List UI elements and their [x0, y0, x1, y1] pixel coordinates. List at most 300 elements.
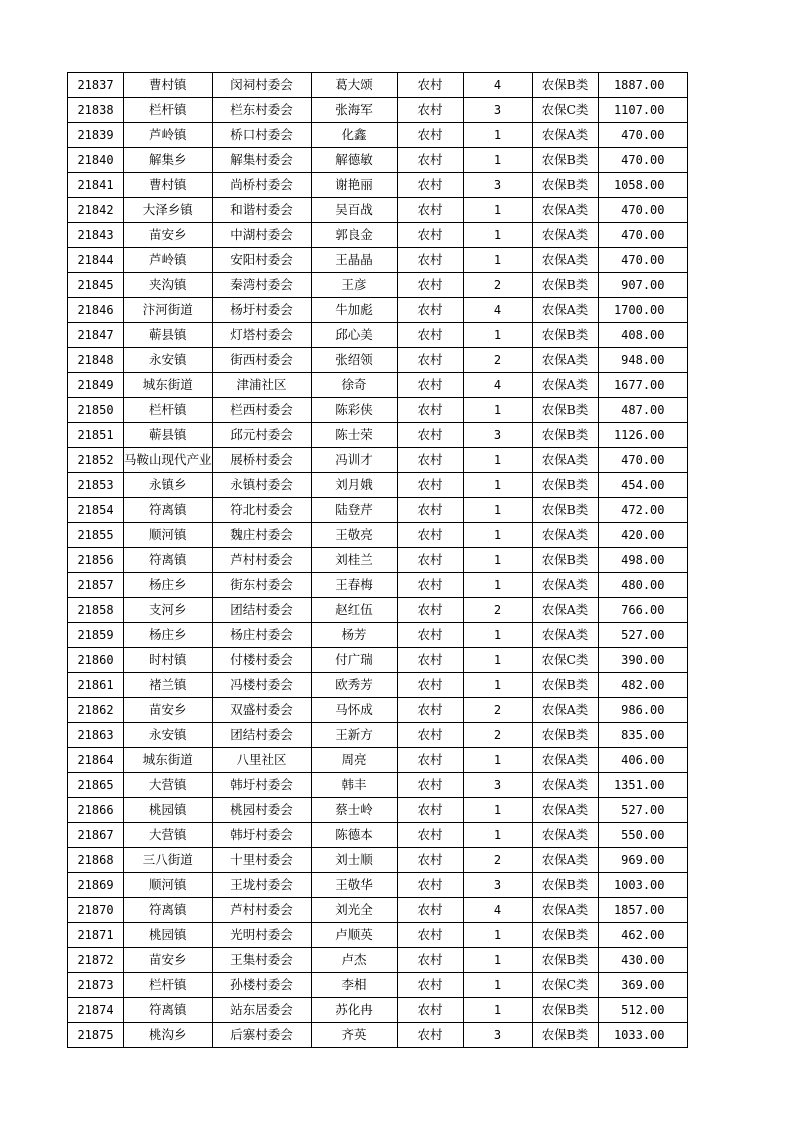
- record-id-cell: 21867: [68, 823, 124, 848]
- area-type-cell: 农村: [397, 998, 463, 1023]
- area-type-cell: 农村: [397, 148, 463, 173]
- insurance-class-cell: 农保B类: [532, 473, 598, 498]
- town-cell: 三八街道: [124, 848, 213, 873]
- record-id-cell: 21837: [68, 73, 124, 98]
- town-cell: 曹村镇: [124, 173, 213, 198]
- table-body: [68, 73, 688, 1048]
- area-type-cell: 农村: [397, 223, 463, 248]
- area-type-cell: 农村: [397, 323, 463, 348]
- name-cell: 韩丰: [311, 773, 397, 798]
- town-cell: 桃园镇: [124, 798, 213, 823]
- area-type-cell: 农村: [397, 448, 463, 473]
- amount-cell: 1857.00: [598, 898, 687, 923]
- village-cell: 安阳村委会: [212, 248, 311, 273]
- household-count-cell: 1: [463, 923, 532, 948]
- area-type-cell: 农村: [397, 598, 463, 623]
- name-cell: 冯训才: [311, 448, 397, 473]
- insurance-class-cell: 农保B类: [532, 423, 598, 448]
- household-count-cell: 1: [463, 648, 532, 673]
- insurance-class-cell: 农保A类: [532, 373, 598, 398]
- town-cell: 褚兰镇: [124, 673, 213, 698]
- insurance-class-cell: 农保A类: [532, 898, 598, 923]
- name-cell: 陈士荣: [311, 423, 397, 448]
- record-id-cell: 21842: [68, 198, 124, 223]
- record-id-cell: 21862: [68, 698, 124, 723]
- record-id-cell: 21853: [68, 473, 124, 498]
- insurance-class-cell: 农保A类: [532, 573, 598, 598]
- record-id-cell: 21850: [68, 398, 124, 423]
- household-count-cell: 2: [463, 348, 532, 373]
- amount-cell: 948.00: [598, 348, 687, 373]
- town-cell: 栏杆镇: [124, 398, 213, 423]
- town-cell: 解集乡: [124, 148, 213, 173]
- household-count-cell: 3: [463, 98, 532, 123]
- town-cell: 桃沟乡: [124, 1023, 213, 1048]
- household-count-cell: 4: [463, 373, 532, 398]
- amount-cell: 472.00: [598, 498, 687, 523]
- table-row: [68, 848, 688, 873]
- area-type-cell: 农村: [397, 723, 463, 748]
- town-cell: 蕲县镇: [124, 423, 213, 448]
- record-id-cell: 21854: [68, 498, 124, 523]
- area-type-cell: 农村: [397, 848, 463, 873]
- name-cell: 马怀成: [311, 698, 397, 723]
- area-type-cell: 农村: [397, 123, 463, 148]
- area-type-cell: 农村: [397, 748, 463, 773]
- town-cell: 杨庄乡: [124, 573, 213, 598]
- town-cell: 大泽乡镇: [124, 198, 213, 223]
- town-cell: 夹沟镇: [124, 273, 213, 298]
- table-row: [68, 348, 688, 373]
- amount-cell: 1351.00: [598, 773, 687, 798]
- insurance-class-cell: 农保A类: [532, 448, 598, 473]
- area-type-cell: 农村: [397, 923, 463, 948]
- household-count-cell: 1: [463, 798, 532, 823]
- village-cell: 展桥村委会: [212, 448, 311, 473]
- household-count-cell: 1: [463, 448, 532, 473]
- town-cell: 苗安乡: [124, 223, 213, 248]
- household-count-cell: 1: [463, 748, 532, 773]
- name-cell: 齐英: [311, 1023, 397, 1048]
- household-count-cell: 1: [463, 573, 532, 598]
- amount-cell: 406.00: [598, 748, 687, 773]
- household-count-cell: 1: [463, 498, 532, 523]
- town-cell: 苗安乡: [124, 948, 213, 973]
- household-count-cell: 1: [463, 998, 532, 1023]
- household-count-cell: 4: [463, 298, 532, 323]
- amount-cell: 1033.00: [598, 1023, 687, 1048]
- household-count-cell: 1: [463, 323, 532, 348]
- name-cell: 赵红伍: [311, 598, 397, 623]
- household-count-cell: 3: [463, 1023, 532, 1048]
- town-cell: 汴河街道: [124, 298, 213, 323]
- town-cell: 栏杆镇: [124, 973, 213, 998]
- town-cell: 永安镇: [124, 723, 213, 748]
- record-id-cell: 21866: [68, 798, 124, 823]
- area-type-cell: 农村: [397, 348, 463, 373]
- table-row: [68, 423, 688, 448]
- village-cell: 光明村委会: [212, 923, 311, 948]
- village-cell: 芦村村委会: [212, 898, 311, 923]
- table-row: [68, 798, 688, 823]
- household-count-cell: 1: [463, 823, 532, 848]
- village-cell: 秦湾村委会: [212, 273, 311, 298]
- village-cell: 站东居委会: [212, 998, 311, 1023]
- name-cell: 李相: [311, 973, 397, 998]
- household-count-cell: 1: [463, 223, 532, 248]
- table-row: [68, 473, 688, 498]
- household-count-cell: 1: [463, 398, 532, 423]
- table-row: [68, 673, 688, 698]
- town-cell: 大营镇: [124, 823, 213, 848]
- area-type-cell: 农村: [397, 973, 463, 998]
- area-type-cell: 农村: [397, 173, 463, 198]
- insurance-class-cell: 农保A类: [532, 523, 598, 548]
- town-cell: 符离镇: [124, 998, 213, 1023]
- village-cell: 和谐村委会: [212, 198, 311, 223]
- record-id-cell: 21874: [68, 998, 124, 1023]
- town-cell: 杨庄乡: [124, 623, 213, 648]
- record-id-cell: 21848: [68, 348, 124, 373]
- insurance-class-cell: 农保A类: [532, 123, 598, 148]
- area-type-cell: 农村: [397, 248, 463, 273]
- town-cell: 蕲县镇: [124, 323, 213, 348]
- insurance-class-cell: 农保B类: [532, 273, 598, 298]
- table-row: [68, 1023, 688, 1048]
- record-id-cell: 21840: [68, 148, 124, 173]
- village-cell: 桥口村委会: [212, 123, 311, 148]
- record-id-cell: 21839: [68, 123, 124, 148]
- area-type-cell: 农村: [397, 798, 463, 823]
- table-row: [68, 398, 688, 423]
- amount-cell: 470.00: [598, 148, 687, 173]
- village-cell: 王集村委会: [212, 948, 311, 973]
- area-type-cell: 农村: [397, 423, 463, 448]
- name-cell: 邱心美: [311, 323, 397, 348]
- table-row: [68, 773, 688, 798]
- area-type-cell: 农村: [397, 373, 463, 398]
- area-type-cell: 农村: [397, 498, 463, 523]
- record-id-cell: 21845: [68, 273, 124, 298]
- record-id-cell: 21865: [68, 773, 124, 798]
- name-cell: 徐奇: [311, 373, 397, 398]
- village-cell: 后寨村委会: [212, 1023, 311, 1048]
- insurance-class-cell: 农保A类: [532, 348, 598, 373]
- village-cell: 永镇村委会: [212, 473, 311, 498]
- town-cell: 支河乡: [124, 598, 213, 623]
- table-row: [68, 73, 688, 98]
- amount-cell: 512.00: [598, 998, 687, 1023]
- amount-cell: 1700.00: [598, 298, 687, 323]
- amount-cell: 470.00: [598, 223, 687, 248]
- insurance-class-cell: 农保A类: [532, 223, 598, 248]
- village-cell: 韩圩村委会: [212, 773, 311, 798]
- record-id-cell: 21857: [68, 573, 124, 598]
- area-type-cell: 农村: [397, 648, 463, 673]
- name-cell: 欧秀芳: [311, 673, 397, 698]
- household-count-cell: 2: [463, 273, 532, 298]
- table-row: [68, 698, 688, 723]
- name-cell: 解德敏: [311, 148, 397, 173]
- amount-cell: 766.00: [598, 598, 687, 623]
- name-cell: 王敬亮: [311, 523, 397, 548]
- record-id-cell: 21864: [68, 748, 124, 773]
- table-row: [68, 648, 688, 673]
- table-row: [68, 548, 688, 573]
- area-type-cell: 农村: [397, 623, 463, 648]
- name-cell: 王新方: [311, 723, 397, 748]
- village-cell: 韩圩村委会: [212, 823, 311, 848]
- name-cell: 苏化冉: [311, 998, 397, 1023]
- town-cell: 顺河镇: [124, 523, 213, 548]
- name-cell: 张海军: [311, 98, 397, 123]
- area-type-cell: 农村: [397, 548, 463, 573]
- record-id-cell: 21873: [68, 973, 124, 998]
- name-cell: 付广瑞: [311, 648, 397, 673]
- household-count-cell: 1: [463, 248, 532, 273]
- village-cell: 魏庄村委会: [212, 523, 311, 548]
- insurance-class-cell: 农保A类: [532, 198, 598, 223]
- town-cell: 城东街道: [124, 373, 213, 398]
- name-cell: 王晶晶: [311, 248, 397, 273]
- insurance-class-cell: 农保B类: [532, 1023, 598, 1048]
- village-cell: 杨庄村委会: [212, 623, 311, 648]
- name-cell: 蔡士岭: [311, 798, 397, 823]
- household-count-cell: 1: [463, 123, 532, 148]
- record-id-cell: 21855: [68, 523, 124, 548]
- household-count-cell: 1: [463, 523, 532, 548]
- table-row: [68, 623, 688, 648]
- insurance-class-cell: 农保A类: [532, 623, 598, 648]
- household-count-cell: 1: [463, 198, 532, 223]
- insurance-class-cell: 农保A类: [532, 773, 598, 798]
- household-count-cell: 2: [463, 848, 532, 873]
- amount-cell: 487.00: [598, 398, 687, 423]
- amount-cell: 1107.00: [598, 98, 687, 123]
- name-cell: 刘桂兰: [311, 548, 397, 573]
- name-cell: 刘光全: [311, 898, 397, 923]
- amount-cell: 1003.00: [598, 873, 687, 898]
- town-cell: 符离镇: [124, 898, 213, 923]
- town-cell: 曹村镇: [124, 73, 213, 98]
- household-count-cell: 2: [463, 723, 532, 748]
- table-row: [68, 248, 688, 273]
- amount-cell: 462.00: [598, 923, 687, 948]
- household-count-cell: 3: [463, 173, 532, 198]
- table-row: [68, 898, 688, 923]
- table-row: [68, 498, 688, 523]
- village-cell: 杨圩村委会: [212, 298, 311, 323]
- town-cell: 芦岭镇: [124, 248, 213, 273]
- insurance-class-cell: 农保B类: [532, 723, 598, 748]
- town-cell: 栏杆镇: [124, 98, 213, 123]
- insurance-class-cell: 农保A类: [532, 298, 598, 323]
- area-type-cell: 农村: [397, 673, 463, 698]
- table-row: [68, 98, 688, 123]
- household-count-cell: 3: [463, 773, 532, 798]
- village-cell: 栏西村委会: [212, 398, 311, 423]
- record-id-cell: 21843: [68, 223, 124, 248]
- table-row: [68, 973, 688, 998]
- village-cell: 冯楼村委会: [212, 673, 311, 698]
- amount-cell: 408.00: [598, 323, 687, 348]
- record-id-cell: 21851: [68, 423, 124, 448]
- town-cell: 符离镇: [124, 548, 213, 573]
- town-cell: 城东街道: [124, 748, 213, 773]
- household-count-cell: 1: [463, 623, 532, 648]
- area-type-cell: 农村: [397, 948, 463, 973]
- amount-cell: 470.00: [598, 448, 687, 473]
- amount-cell: 550.00: [598, 823, 687, 848]
- name-cell: 王敬华: [311, 873, 397, 898]
- record-id-cell: 21869: [68, 873, 124, 898]
- village-cell: 解集村委会: [212, 148, 311, 173]
- table-row: [68, 573, 688, 598]
- amount-cell: 1887.00: [598, 73, 687, 98]
- area-type-cell: 农村: [397, 898, 463, 923]
- village-cell: 街东村委会: [212, 573, 311, 598]
- area-type-cell: 农村: [397, 573, 463, 598]
- insurance-class-cell: 农保B类: [532, 923, 598, 948]
- household-count-cell: 1: [463, 473, 532, 498]
- table-row: [68, 123, 688, 148]
- village-cell: 王垅村委会: [212, 873, 311, 898]
- record-id-cell: 21861: [68, 673, 124, 698]
- table-row: [68, 948, 688, 973]
- area-type-cell: 农村: [397, 873, 463, 898]
- insurance-class-cell: 农保B类: [532, 548, 598, 573]
- amount-cell: 470.00: [598, 123, 687, 148]
- area-type-cell: 农村: [397, 273, 463, 298]
- village-cell: 付楼村委会: [212, 648, 311, 673]
- area-type-cell: 农村: [397, 1023, 463, 1048]
- household-count-cell: 3: [463, 873, 532, 898]
- amount-cell: 1677.00: [598, 373, 687, 398]
- name-cell: 谢艳丽: [311, 173, 397, 198]
- village-cell: 津浦社区: [212, 373, 311, 398]
- record-id-cell: 21838: [68, 98, 124, 123]
- area-type-cell: 农村: [397, 773, 463, 798]
- village-cell: 符北村委会: [212, 498, 311, 523]
- town-cell: 永安镇: [124, 348, 213, 373]
- area-type-cell: 农村: [397, 473, 463, 498]
- town-cell: 时村镇: [124, 648, 213, 673]
- area-type-cell: 农村: [397, 698, 463, 723]
- area-type-cell: 农村: [397, 523, 463, 548]
- insurance-class-cell: 农保B类: [532, 948, 598, 973]
- area-type-cell: 农村: [397, 98, 463, 123]
- insurance-class-cell: 农保B类: [532, 73, 598, 98]
- village-cell: 灯塔村委会: [212, 323, 311, 348]
- town-cell: 符离镇: [124, 498, 213, 523]
- insurance-class-cell: 农保B类: [532, 148, 598, 173]
- town-cell: 苗安乡: [124, 698, 213, 723]
- village-cell: 栏东村委会: [212, 98, 311, 123]
- amount-cell: 527.00: [598, 798, 687, 823]
- record-id-cell: 21846: [68, 298, 124, 323]
- table-row: [68, 223, 688, 248]
- record-id-cell: 21872: [68, 948, 124, 973]
- name-cell: 王彦: [311, 273, 397, 298]
- name-cell: 王春梅: [311, 573, 397, 598]
- town-cell: 顺河镇: [124, 873, 213, 898]
- table-row: [68, 448, 688, 473]
- household-count-cell: 1: [463, 948, 532, 973]
- insurance-class-cell: 农保A类: [532, 248, 598, 273]
- household-count-cell: 4: [463, 73, 532, 98]
- amount-cell: 527.00: [598, 623, 687, 648]
- record-id-cell: 21868: [68, 848, 124, 873]
- name-cell: 陈彩侠: [311, 398, 397, 423]
- name-cell: 刘士顺: [311, 848, 397, 873]
- record-id-cell: 21875: [68, 1023, 124, 1048]
- household-count-cell: 4: [463, 898, 532, 923]
- insurance-class-cell: 农保B类: [532, 498, 598, 523]
- name-cell: 郭良金: [311, 223, 397, 248]
- area-type-cell: 农村: [397, 823, 463, 848]
- name-cell: 牛加彪: [311, 298, 397, 323]
- amount-cell: 1126.00: [598, 423, 687, 448]
- insurance-class-cell: 农保B类: [532, 173, 598, 198]
- household-count-cell: 1: [463, 148, 532, 173]
- village-cell: 尚桥村委会: [212, 173, 311, 198]
- insurance-class-cell: 农保A类: [532, 798, 598, 823]
- table-row: [68, 273, 688, 298]
- insurance-class-cell: 农保B类: [532, 323, 598, 348]
- record-id-cell: 21863: [68, 723, 124, 748]
- household-count-cell: 1: [463, 548, 532, 573]
- village-cell: 团结村委会: [212, 598, 311, 623]
- amount-cell: 454.00: [598, 473, 687, 498]
- name-cell: 卢杰: [311, 948, 397, 973]
- table-row: [68, 873, 688, 898]
- table-row: [68, 598, 688, 623]
- insurance-class-cell: 农保A类: [532, 823, 598, 848]
- village-cell: 街西村委会: [212, 348, 311, 373]
- record-id-cell: 21871: [68, 923, 124, 948]
- area-type-cell: 农村: [397, 398, 463, 423]
- amount-cell: 907.00: [598, 273, 687, 298]
- area-type-cell: 农村: [397, 198, 463, 223]
- amount-cell: 835.00: [598, 723, 687, 748]
- household-count-cell: 1: [463, 673, 532, 698]
- table-row: [68, 148, 688, 173]
- allowance-table: [67, 72, 688, 1048]
- insurance-class-cell: 农保A类: [532, 598, 598, 623]
- amount-cell: 470.00: [598, 248, 687, 273]
- insurance-class-cell: 农保B类: [532, 998, 598, 1023]
- insurance-class-cell: 农保A类: [532, 848, 598, 873]
- town-cell: 马鞍山现代产业: [124, 448, 213, 473]
- insurance-class-cell: 农保A类: [532, 698, 598, 723]
- table-row: [68, 373, 688, 398]
- town-cell: 芦岭镇: [124, 123, 213, 148]
- name-cell: 葛大颂: [311, 73, 397, 98]
- town-cell: 桃园镇: [124, 923, 213, 948]
- name-cell: 陈德本: [311, 823, 397, 848]
- village-cell: 芦村村委会: [212, 548, 311, 573]
- name-cell: 刘月娥: [311, 473, 397, 498]
- table-row: [68, 998, 688, 1023]
- town-cell: 永镇乡: [124, 473, 213, 498]
- record-id-cell: 21852: [68, 448, 124, 473]
- village-cell: 桃园村委会: [212, 798, 311, 823]
- record-id-cell: 21858: [68, 598, 124, 623]
- amount-cell: 1058.00: [598, 173, 687, 198]
- insurance-class-cell: 农保A类: [532, 748, 598, 773]
- table-row: [68, 748, 688, 773]
- name-cell: 陆登芹: [311, 498, 397, 523]
